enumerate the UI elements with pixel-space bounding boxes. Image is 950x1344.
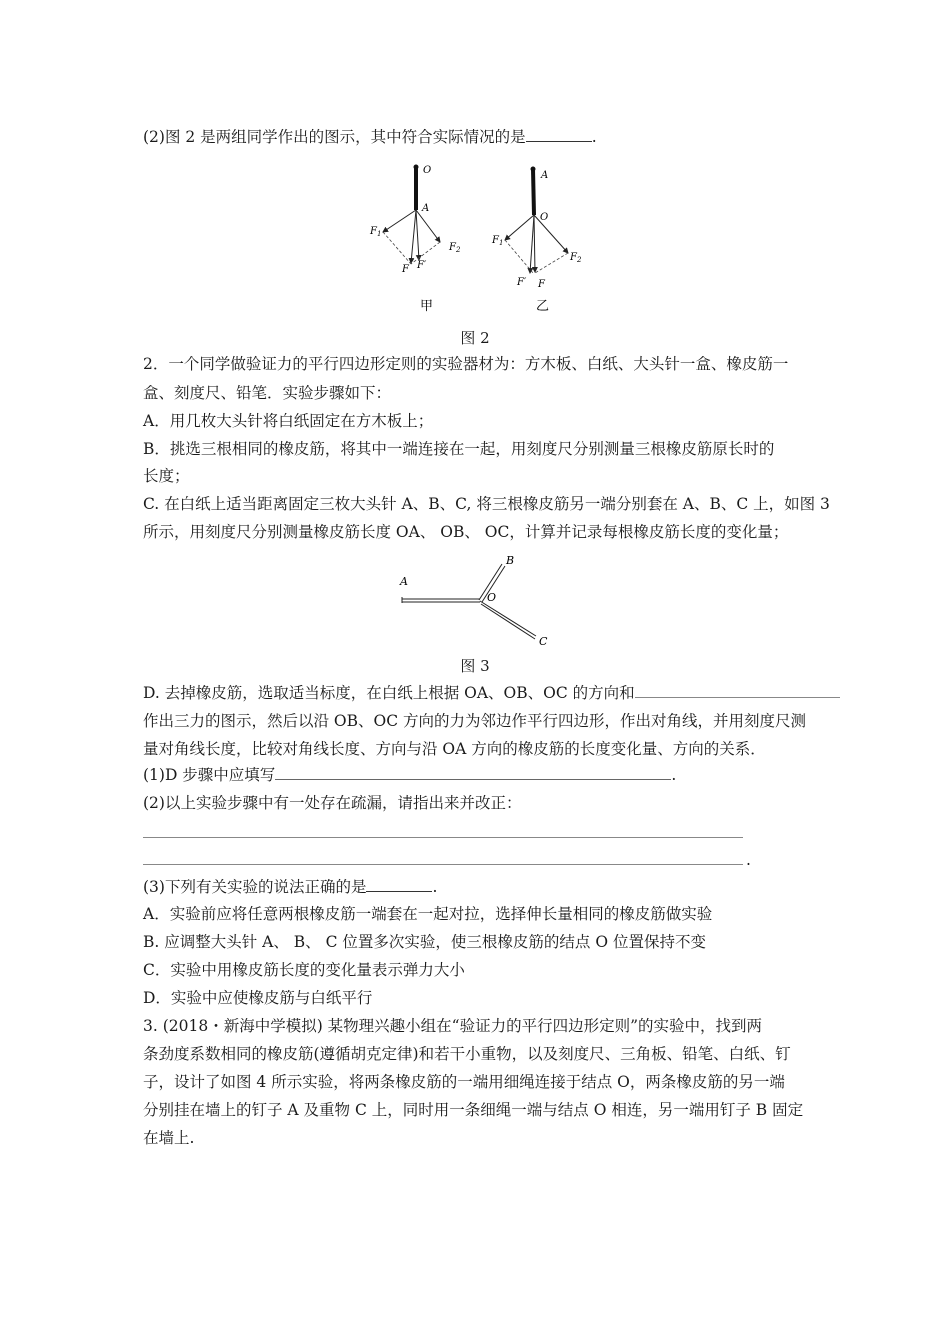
right-label-f2: $F_2$ (570, 252, 582, 264)
q2-option-b: B. 应调整大头针 A、 B、 C 位置多次实验，使三根橡皮筋的结点 O 位置保持不变 (143, 933, 706, 951)
right-dash-2 (535, 253, 568, 273)
figure-2-caption: 图 2 (460, 329, 490, 347)
q2-sub1-line: (1)D 步骤中应填写 . (143, 766, 677, 784)
q2-option-d: D．实验中应使橡皮筋与白纸平行 (143, 989, 373, 1007)
right-rubber-band (533, 169, 534, 215)
left-arrow-fprime (416, 210, 419, 260)
q2-step-c-line-2: 所示，用刻度尺分别测量橡皮筋长度 OA、 OB、 OC，计算并记录每根橡皮筋长度的变化量； (143, 523, 789, 541)
fig3-label-a: A (400, 575, 408, 588)
figure-3 (390, 550, 560, 650)
figure-3-caption: 图 3 (460, 657, 490, 675)
q2-step-d-line-2: 作出三力的图示，然后以沿 OB、OC 方向的力为邻边作平行四边形，作出对角线，并用刻度尺测 (143, 712, 807, 730)
fig3-band-oc-2 (481, 604, 535, 639)
q1-part2-line: (2)图 2 是两组同学作出的图示，其中符合实际情况的是 . (143, 128, 597, 146)
q2-sub2-line: (2)以上实验步骤中有一处存在疏漏，请指出来并改正： (143, 794, 522, 812)
q2-option-a: A．实验前应将任意两根橡皮筋一端套在一起对拉，选择伸长量相同的橡皮筋做实验 (143, 905, 713, 923)
q2-step-b-line-1: B．挑选三根相同的橡皮筋，将其中一端连接在一起，用刻度尺分别测量三根橡皮筋原长时的 (143, 440, 775, 458)
left-label-f1: $F_1$ (370, 226, 382, 238)
q2-sub1-blank[interactable] (275, 765, 671, 780)
left-arrow-f2 (416, 210, 440, 242)
fig3-band-oc-1 (480, 601, 536, 636)
q2-intro-line-2: 盒、刻度尺、铅笔．实验步骤如下： (143, 384, 392, 402)
q3-line-2: 条劲度系数相同的橡皮筋(遵循胡克定律)和若干小重物，以及刻度尺、三角板、铅笔、白纸、钉 (143, 1045, 791, 1063)
right-arrow-f1 (505, 215, 534, 240)
q2-step-d-line-3: 量对角线长度，比较对角线长度、方向与沿 OA 方向的橡皮筋的长度变化量、方向的关系． (143, 740, 766, 758)
q2-step-b-line-2: 长度； (143, 467, 190, 485)
q2-step-c-line-1: C. 在白纸上适当距离固定三枚大头针 A、B、C, 将三根橡皮筋另一端分别套在 A、B、C 上，如图 3 (143, 495, 830, 513)
label-yi: 乙 (536, 299, 550, 314)
left-label-f2: $F_2$ (449, 242, 461, 254)
left-arrow-f (411, 210, 416, 263)
q2-sub3-line: (3)下列有关实验的说法正确的是 . (143, 878, 438, 896)
q3-line-1: 3. (2018・新海中学模拟) 某物理兴趣小组在“验证力的平行四边形定则”的实验中，找到两 (143, 1017, 763, 1035)
left-arrow-f1 (383, 210, 416, 232)
fig3-label-b: B (506, 554, 515, 567)
right-label-a: A (541, 170, 549, 181)
q2-step-a: A．用几枚大头针将白纸固定在方木板上； (143, 412, 434, 430)
q2-intro-line-1: 2．一个同学做验证力的平行四边形定则的实验器材为：方木板、白纸、大头针一盒、橡皮筋一 (143, 355, 789, 373)
q2-sub2-end: . (746, 851, 751, 869)
q2-option-c: C．实验中用橡皮筋长度的变化量表示弹力大小 (143, 961, 465, 979)
q2-step-d-blank[interactable] (635, 683, 840, 698)
right-label-f: F (538, 279, 545, 290)
right-dash-1 (505, 240, 533, 273)
right-label-fprime: F′ (517, 277, 527, 288)
right-arrow-f (534, 215, 535, 272)
q2-sub2-answer-line-2[interactable] (143, 864, 743, 865)
left-dash-1 (383, 232, 411, 264)
right-arrow-fprime (530, 215, 534, 273)
q2-step-d-line-1: D. 去掉橡皮筋，选取适当标度，在白纸上根据 OA、OB、OC 的方向和 (143, 683, 840, 703)
figure-2 (360, 160, 600, 320)
q2-sub3-blank[interactable] (366, 877, 432, 892)
left-label-a: A (422, 203, 430, 214)
left-label-o: O (423, 165, 432, 176)
q3-line-3: 子，设计了如图 4 所示实验，将两条橡皮筋的一端用细绳连接于结点 O，两条橡皮筋的另一端 (143, 1073, 785, 1091)
figure-2-left-diagram (369, 165, 461, 315)
right-label-o: O (540, 212, 549, 223)
q3-line-5: 在墙上. (143, 1129, 195, 1147)
left-label-fprime: F′ (417, 260, 427, 271)
q2-sub2-answer-line-1[interactable] (143, 837, 743, 838)
q1-part2-answer-blank[interactable] (526, 127, 592, 142)
right-label-f1: $F_1$ (492, 235, 504, 247)
fig3-label-c: C (539, 635, 548, 648)
left-label-f: F (402, 264, 409, 275)
fig3-label-o: O (487, 591, 497, 604)
q3-line-4: 分别挂在墙上的钉子 A 及重物 C 上，同时用一条细绳一端与结点 O 相连，另一端用钉子 B 固定 (143, 1101, 804, 1119)
figure-2-right-diagram (491, 167, 582, 315)
q1-part2-text: (2)图 2 是两组同学作出的图示，其中符合实际情况的是 (143, 128, 526, 146)
label-jia: 甲 (420, 299, 434, 314)
